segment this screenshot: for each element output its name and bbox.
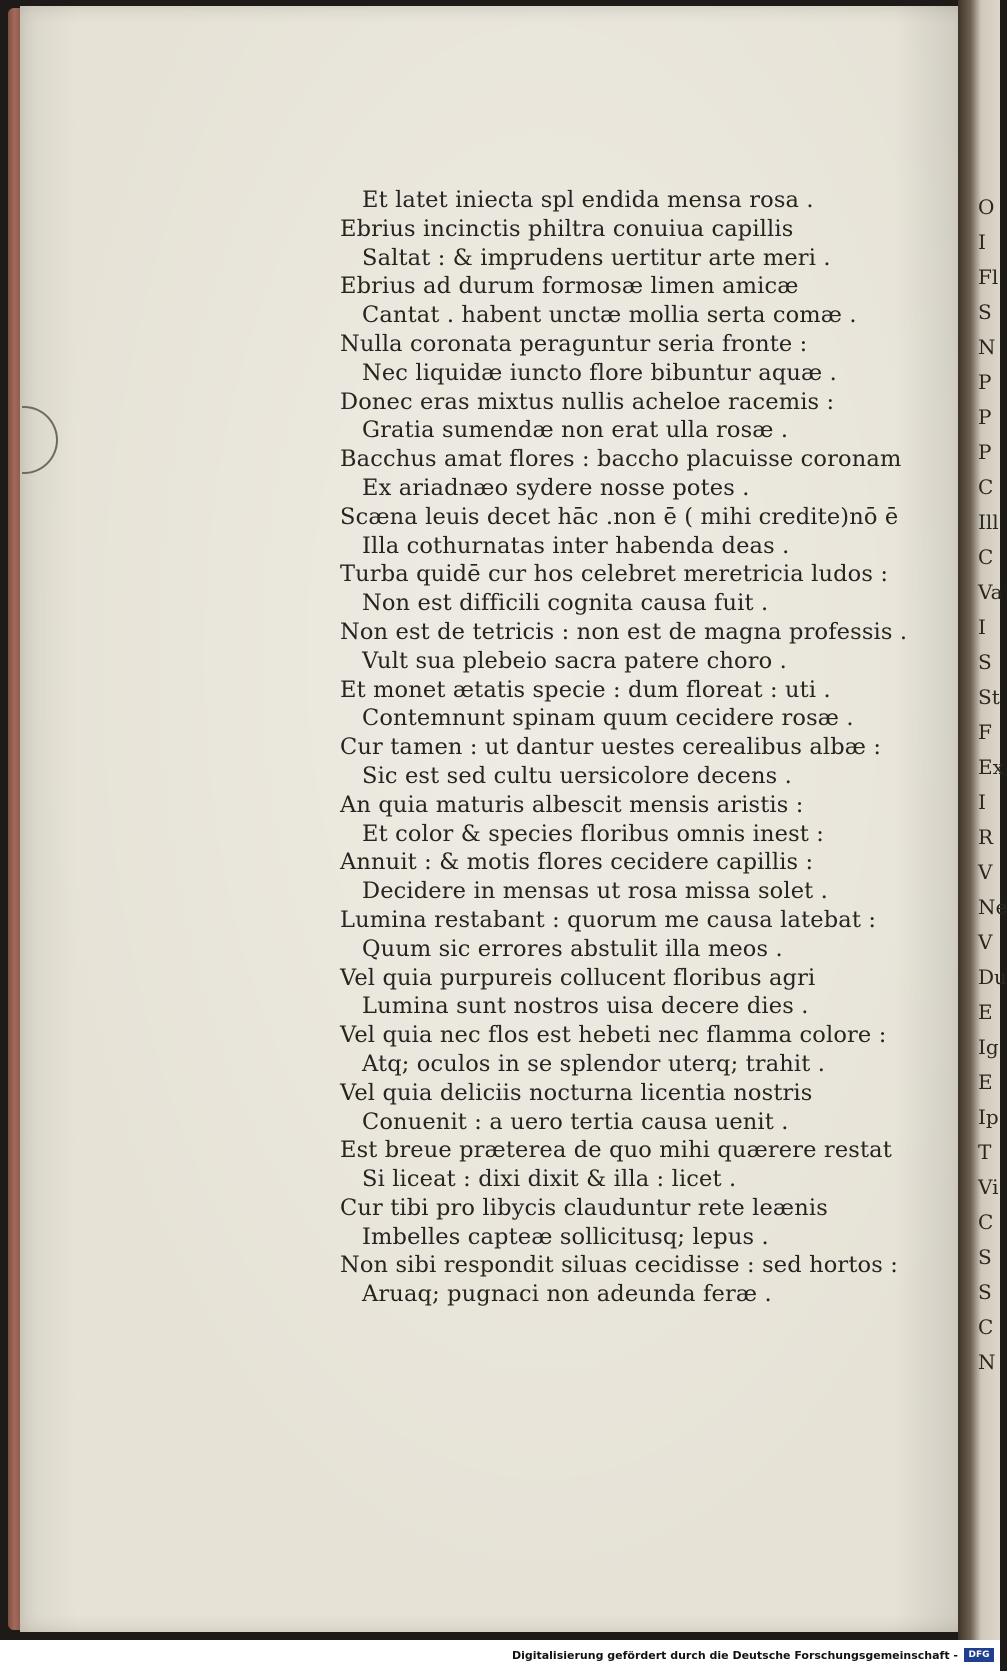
facing-page-fragment: Fl bbox=[978, 265, 999, 289]
footer-credit: Digitalisierung gefördert durch die Deutsche Forschungsgemeinschaft - bbox=[511, 1649, 958, 1662]
verse-line: Saltat : & imprudens uertitur arte meri . bbox=[362, 244, 831, 271]
verse-line: Contemnunt spinam quum cecidere rosæ . bbox=[362, 705, 854, 732]
verse-line: Cur tibi pro libycis clauduntur rete leænis bbox=[340, 1194, 828, 1221]
verse-line: An quia maturis albescit mensis aristis : bbox=[340, 791, 804, 818]
verse-line: Vult sua plebeio sacra patere choro . bbox=[362, 647, 787, 674]
verse-line: Vel quia deliciis nocturna licentia nostris bbox=[340, 1079, 813, 1106]
facing-page-fragment: V bbox=[978, 930, 993, 954]
verse-line: Illa cothurnatas inter habenda deas . bbox=[362, 532, 790, 559]
facing-page-fragment: V bbox=[978, 860, 993, 884]
verse-line: Vel quia nec flos est hebeti nec flamma colore : bbox=[340, 1022, 887, 1049]
verse-line: Ex ariadnæo sydere nosse potes . bbox=[362, 474, 750, 501]
facing-page-fragment: Ill bbox=[978, 510, 999, 534]
facing-page-fragment: S bbox=[978, 650, 992, 674]
verse-line: Scæna leuis decet hāc .non ē ( mihi credite)nō ē bbox=[340, 503, 899, 530]
facing-page-fragment: O bbox=[978, 195, 995, 219]
facing-page-fragment: S bbox=[978, 1245, 992, 1269]
verse-line: Non est difficili cognita causa fuit . bbox=[362, 590, 769, 617]
verse-line: Et latet iniecta spl endida mensa rosa . bbox=[362, 187, 814, 213]
verse-line: Lumina sunt nostros uisa decere dies . bbox=[362, 993, 809, 1020]
facing-page-fragment: E bbox=[978, 1070, 993, 1094]
facing-page-fragment: Ex bbox=[978, 755, 1004, 779]
facing-page-fragment: P bbox=[978, 370, 992, 394]
verse-line: Bacchus amat flores : baccho placuisse coronam bbox=[340, 446, 902, 473]
verse-line: Atq; oculos in se splendor uterq; trahit . bbox=[362, 1050, 826, 1077]
verse-line: Turba quidē cur hos celebret meretricia ludos : bbox=[340, 561, 889, 588]
verse-line: Gratia sumendæ non erat ulla rosæ . bbox=[362, 417, 789, 444]
verse-line: Quum sic errores abstulit illa meos . bbox=[362, 935, 783, 962]
facing-page-fragment: P bbox=[978, 405, 992, 429]
verse-line: Non est de tetricis : non est de magna professis . bbox=[340, 618, 908, 645]
facing-page-fragment: I bbox=[978, 230, 986, 254]
facing-page-fragments bbox=[978, 195, 1007, 1385]
clasp-impression bbox=[22, 406, 58, 474]
verse-line: Nulla coronata peraguntur seria fronte : bbox=[340, 330, 808, 357]
facing-page-fragment: S bbox=[978, 1280, 992, 1304]
facing-page-fragment: C bbox=[978, 1210, 994, 1234]
facing-page-fragment: C bbox=[978, 475, 994, 499]
verse-line: Cur tamen : ut dantur uestes cerealibus albæ : bbox=[340, 734, 882, 761]
verse-line: Lumina restabant : quorum me causa latebat : bbox=[340, 906, 877, 933]
verse-line: Est breue præterea de quo mihi quærere restat bbox=[340, 1137, 892, 1164]
facing-page-fragment: Va bbox=[978, 580, 1003, 604]
facing-page-fragment: P bbox=[978, 440, 992, 464]
dfg-logo: DFG bbox=[964, 1648, 994, 1662]
facing-page-fragment: N bbox=[978, 1350, 996, 1374]
verse-line: Ebrius incinctis philtra conuiua capillis bbox=[340, 215, 794, 242]
facing-page-fragment: S bbox=[978, 300, 992, 324]
facing-page-fragment: F bbox=[978, 720, 992, 744]
verse-line: Ebrius ad durum formosæ limen amicæ bbox=[340, 273, 799, 300]
verse-line: Donec eras mixtus nullis acheloe racemis : bbox=[340, 388, 835, 415]
facing-page-fragment: T bbox=[978, 1140, 992, 1164]
facing-page-fragment: C bbox=[978, 1315, 994, 1339]
verse-line: Si liceat : dixi dixit & illa : licet . bbox=[362, 1166, 737, 1193]
verse-line: Non sibi respondit siluas cecidisse : sed hortos : bbox=[340, 1252, 898, 1279]
footer-bar bbox=[0, 1640, 1000, 1671]
verse-line: Sic est sed cultu uersicolore decens . bbox=[362, 762, 792, 789]
facing-page-fragment: N bbox=[978, 335, 996, 359]
facing-page-fragment: E bbox=[978, 1000, 993, 1024]
facing-page-fragment: I bbox=[978, 615, 986, 639]
verse-line: Imbelles capteæ sollicitusq; lepus . bbox=[362, 1223, 769, 1250]
verse-line: Vel quia purpureis collucent floribus agri bbox=[340, 964, 816, 991]
verse-line: Decidere in mensas ut rosa missa solet . bbox=[362, 878, 828, 905]
facing-page-fragment: St bbox=[978, 685, 1000, 709]
facing-page-fragment: Ig bbox=[978, 1035, 999, 1059]
verse-line: Conuenit : a uero tertia causa uenit . bbox=[362, 1108, 789, 1135]
verse-line: Et color & species floribus omnis inest : bbox=[362, 820, 825, 847]
verse-line: Cantat . habent unctæ mollia serta comæ . bbox=[362, 302, 857, 329]
facing-page-fragment: Vi bbox=[978, 1175, 999, 1199]
facing-page-fragment: R bbox=[978, 825, 994, 849]
verse-text-block bbox=[340, 186, 908, 1309]
verse-line: Nec liquidæ iuncto flore bibuntur aquæ . bbox=[362, 359, 837, 386]
verse-line: Et monet ætatis specie : dum floreat : uti . bbox=[340, 676, 831, 703]
facing-page-fragment: Ne bbox=[978, 895, 1007, 919]
facing-page-fragment: I bbox=[978, 790, 986, 814]
verse-line: Annuit : & motis flores cecidere capillis : bbox=[340, 849, 814, 876]
facing-page-fragment: Ip bbox=[978, 1105, 999, 1129]
facing-page-fragment: C bbox=[978, 545, 994, 569]
facing-page-fragment: Du bbox=[978, 965, 1007, 989]
verse-line: Aruaq; pugnaci non adeunda feræ . bbox=[362, 1281, 772, 1308]
